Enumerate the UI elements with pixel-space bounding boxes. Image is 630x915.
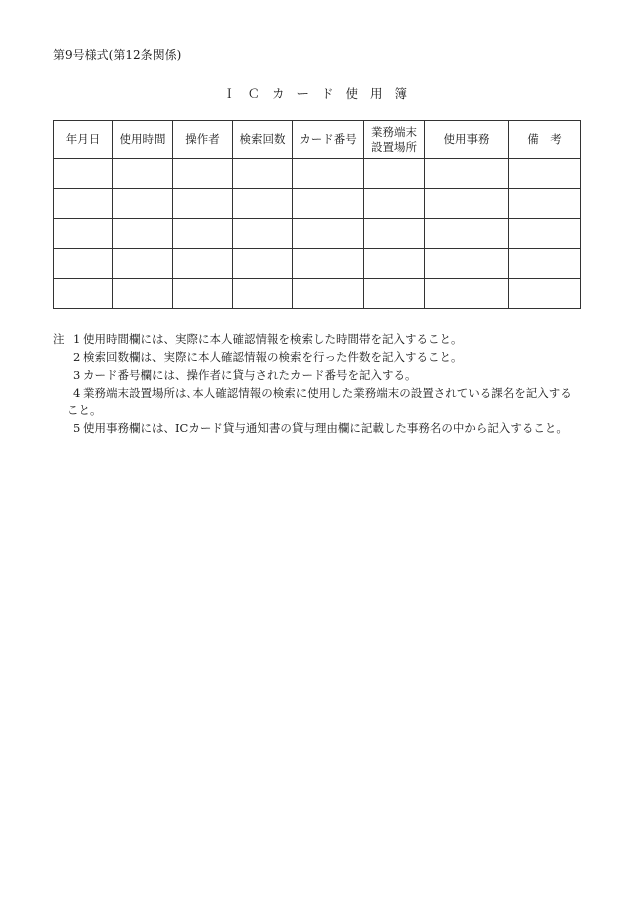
header-usage-time-line: 使用時間: [119, 132, 166, 146]
table-cell[interactable]: [293, 189, 364, 219]
note-text: 業務端末設置場所は､本人確認情報の検索に使用した業務端末の設置されている課名を記入すること。: [67, 386, 572, 417]
table-cell[interactable]: [425, 249, 509, 279]
table-cell[interactable]: [113, 219, 173, 249]
table-cell[interactable]: [113, 189, 173, 219]
table-cell[interactable]: [364, 159, 425, 189]
note-text: カード番号欄には、操作者に貸与されたカード番号を記入する。: [83, 368, 417, 382]
note-number: 2: [73, 350, 81, 364]
document-title: ＩＣカード使用簿: [222, 86, 419, 101]
table-cell[interactable]: [509, 279, 581, 309]
table-cell[interactable]: [364, 249, 425, 279]
table-cell[interactable]: [173, 159, 233, 189]
table-cell[interactable]: [233, 159, 293, 189]
note-number: 5: [73, 421, 81, 435]
table-row: [54, 159, 581, 189]
table-cell[interactable]: [173, 249, 233, 279]
header-search-count-line: 検索回数: [239, 132, 286, 146]
header-operator-line: 操作者: [185, 132, 220, 146]
header-card-number: [293, 121, 364, 159]
note-text: 使用時間欄には、実際に本人確認情報を検索した時間帯を記入すること。: [83, 332, 463, 346]
note-item: [53, 349, 583, 366]
header-date: [54, 121, 113, 159]
table-cell[interactable]: [113, 159, 173, 189]
table-row: [54, 249, 581, 279]
note-item: [53, 367, 583, 384]
header-terminal-location-line-2: 設置場所: [371, 139, 417, 154]
header-remarks-line: 備 考: [527, 132, 562, 146]
note-text: 使用事務欄には、ICカード貸与通知書の貸与理由欄に記載した事務名の中から記入すること。: [83, 421, 568, 435]
table-body: [54, 159, 581, 309]
table-cell[interactable]: [293, 159, 364, 189]
table-cell[interactable]: [364, 189, 425, 219]
table-cell[interactable]: [113, 249, 173, 279]
table-row: [54, 189, 581, 219]
table-cell[interactable]: [173, 279, 233, 309]
table-cell[interactable]: [425, 219, 509, 249]
header-usage-time: [113, 121, 173, 159]
table-cell[interactable]: [293, 219, 364, 249]
form-number: 第9号様式(第12条関係): [53, 48, 182, 62]
table-cell[interactable]: [54, 219, 113, 249]
note-item: [53, 420, 583, 437]
note-number: 3: [73, 368, 81, 382]
table-cell[interactable]: [54, 249, 113, 279]
table-cell[interactable]: [509, 159, 581, 189]
header-search-count: [233, 121, 293, 159]
table-cell[interactable]: [425, 159, 509, 189]
table-cell[interactable]: [509, 219, 581, 249]
header-operator: [173, 121, 233, 159]
header-remarks: [509, 121, 581, 159]
notes-section: [53, 331, 583, 438]
table-cell[interactable]: [173, 189, 233, 219]
table-cell[interactable]: [509, 189, 581, 219]
header-date-line: 年月日: [65, 132, 101, 146]
table-cell[interactable]: [233, 189, 293, 219]
table-cell[interactable]: [425, 189, 509, 219]
table-cell[interactable]: [293, 249, 364, 279]
table-cell[interactable]: [54, 189, 113, 219]
table-cell[interactable]: [364, 219, 425, 249]
table-cell[interactable]: [233, 279, 293, 309]
header-usage-affairs-line: 使用事務: [443, 132, 490, 146]
note-number: 4: [73, 386, 81, 400]
note-text: 検索回数欄は、実際に本人確認情報の検索を行った件数を記入すること。: [83, 350, 463, 364]
table-cell[interactable]: [364, 279, 425, 309]
header-row: [54, 121, 581, 159]
table-cell[interactable]: [509, 249, 581, 279]
table-row: [54, 279, 581, 309]
note-marker: 注: [53, 332, 65, 346]
note-item: [53, 331, 583, 348]
table-cell[interactable]: [113, 279, 173, 309]
header-card-number-line: カード番号: [299, 132, 357, 146]
note-item: [53, 385, 583, 419]
table-row: [54, 219, 581, 249]
header-terminal-location-line-1: 業務端末: [371, 124, 417, 139]
header-terminal-location: [364, 121, 425, 159]
table-cell[interactable]: [54, 279, 113, 309]
table-cell[interactable]: [425, 279, 509, 309]
ic-card-usage-table: [53, 120, 581, 309]
header-usage-affairs: [425, 121, 509, 159]
note-number: 1: [73, 332, 81, 346]
table-cell[interactable]: [233, 219, 293, 249]
table-cell[interactable]: [233, 249, 293, 279]
table-cell[interactable]: [293, 279, 364, 309]
table-cell[interactable]: [54, 159, 113, 189]
table-cell[interactable]: [173, 219, 233, 249]
